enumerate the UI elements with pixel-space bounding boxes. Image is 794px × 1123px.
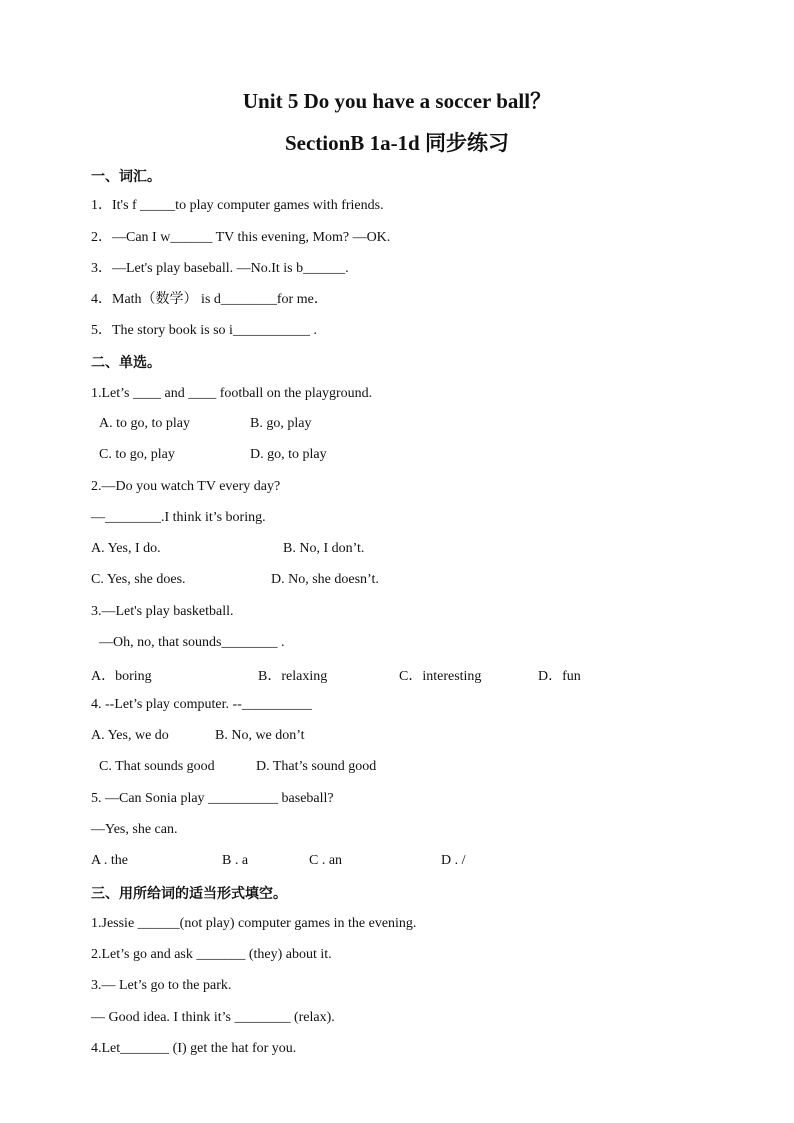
mc-q2-option-c: C. Yes, she does.	[91, 572, 186, 587]
vocab-item-2: 2．—Can I w______ TV this evening, Mom? —OK.	[91, 230, 391, 245]
mc-q4-option-c: C. That sounds good	[99, 759, 215, 774]
mc-q1-stem: 1.Let’s ____ and ____ football on the playground.	[91, 386, 373, 401]
mc-q5-option-d: D . /	[441, 853, 466, 868]
mc-q3-option-c: C．interesting	[399, 669, 482, 684]
fill-item-3-reply: — Good idea. I think it’s ________ (relax).	[91, 1010, 335, 1025]
mc-q2-option-a: A. Yes, I do.	[91, 541, 161, 556]
mc-q5-reply: —Yes, she can.	[91, 822, 178, 837]
mc-q2-option-d: D. No, she doesn’t.	[271, 572, 379, 587]
mc-q4-option-d: D. That’s sound good	[256, 759, 377, 774]
mc-q4-stem: 4. --Let’s play computer. --__________	[91, 697, 312, 712]
mc-q5-stem: 5. —Can Sonia play __________ baseball?	[91, 791, 334, 806]
section-heading-multiple-choice: 二、单选。	[91, 355, 161, 371]
mc-q5-option-c: C . an	[309, 853, 343, 868]
vocab-item-4: 4．Math（数学） is d________for me．	[91, 292, 328, 307]
mc-q5-option-a: A . the	[91, 853, 128, 868]
mc-q1-option-c: C. to go, play	[99, 447, 175, 462]
fill-item-3: 3.— Let’s go to the park.	[91, 978, 232, 993]
fill-item-4: 4.Let_______ (I) get the hat for you.	[91, 1041, 297, 1056]
page-title: Unit 5 Do you have a soccer ball？	[242, 89, 552, 113]
mc-q3-option-a: A．boring	[91, 669, 152, 684]
mc-q3-option-d: D．fun	[538, 669, 581, 684]
mc-q3-reply: —Oh, no, that sounds________ .	[99, 635, 285, 650]
mc-q2-option-b: B. No, I don’t.	[283, 541, 365, 556]
mc-q2-stem: 2.—Do you watch TV every day?	[91, 479, 281, 494]
vocab-item-1: 1．It's f _____to play computer games with friends.	[91, 198, 384, 213]
fill-item-2: 2.Let’s go and ask _______ (they) about it.	[91, 947, 332, 962]
mc-q5-option-b: B . a	[222, 853, 249, 868]
vocab-item-3: 3．—Let's play baseball. —No.It is b______.	[91, 261, 349, 276]
vocab-item-5: 5．The story book is so i___________ .	[91, 323, 317, 338]
mc-q2-reply: —________.I think it’s boring.	[91, 510, 266, 525]
page-subtitle: SectionB 1a-1d 同步练习	[284, 131, 509, 155]
mc-q1-option-b: B. go, play	[250, 416, 312, 431]
section-heading-vocabulary: 一、词汇。	[91, 169, 161, 185]
mc-q1-option-d: D. go, to play	[250, 447, 327, 462]
fill-item-1: 1.Jessie ______(not play) computer games in the evening.	[91, 916, 417, 931]
mc-q4-option-b: B. No, we don’t	[215, 728, 305, 743]
mc-q1-option-a: A. to go, to play	[99, 416, 190, 431]
mc-q3-stem: 3.—Let's play basketball.	[91, 604, 234, 619]
section-heading-word-forms: 三、用所给词的适当形式填空。	[91, 886, 287, 902]
mc-q3-option-b: B．relaxing	[258, 669, 328, 684]
mc-q4-option-a: A. Yes, we do	[91, 728, 169, 743]
